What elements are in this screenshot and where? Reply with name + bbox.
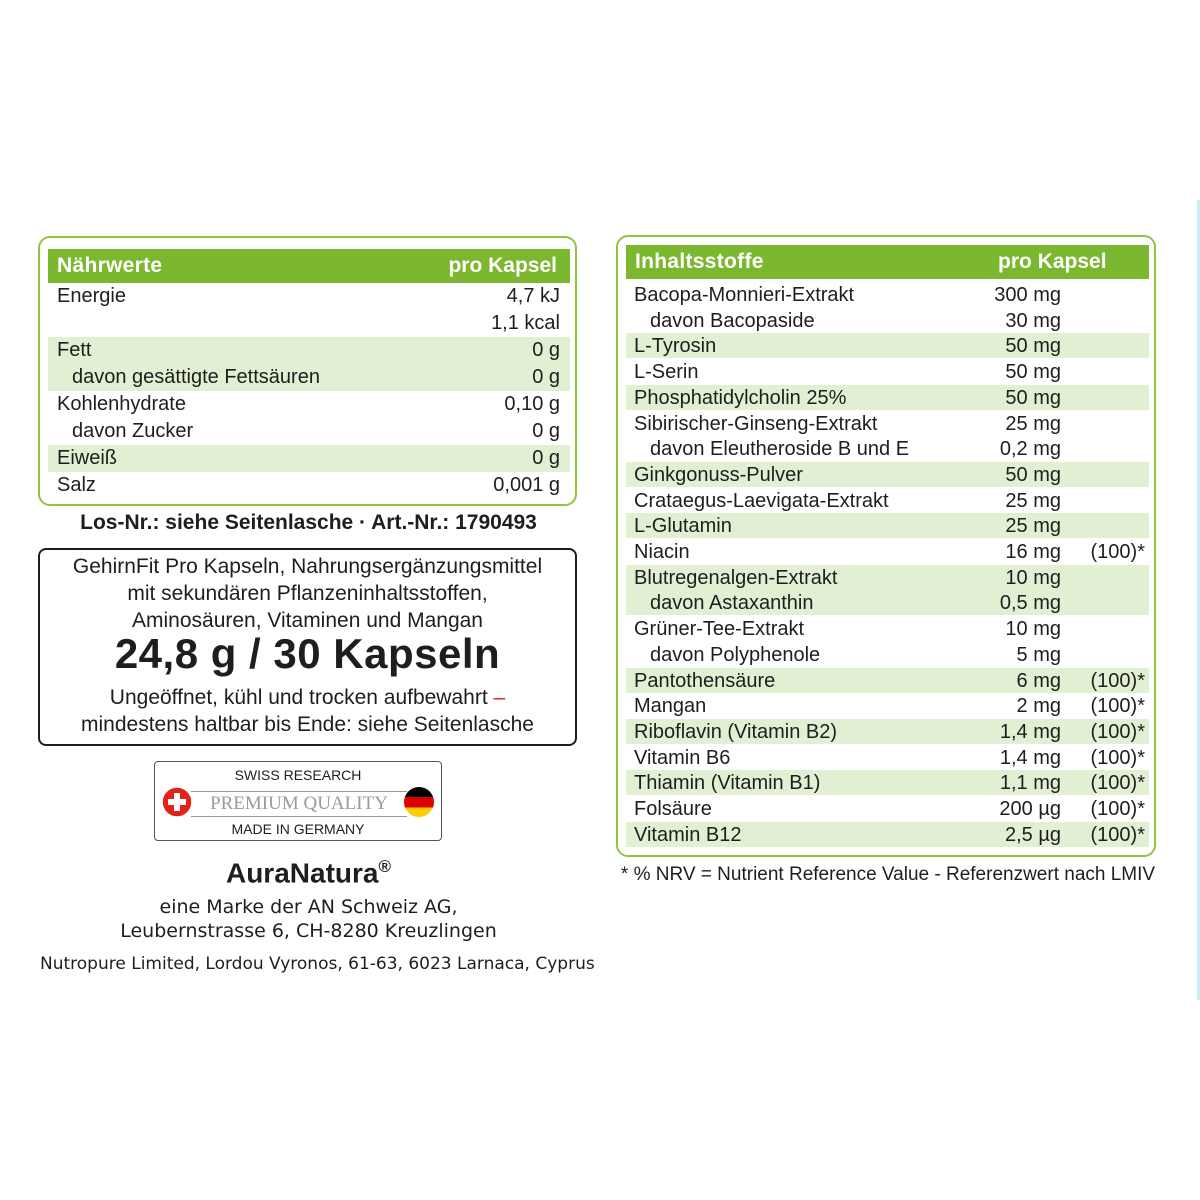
nutrition-label: davon Zucker xyxy=(72,420,194,442)
ingredient-label: Mangan xyxy=(634,695,707,718)
ingredient-nrv: (100)* xyxy=(1090,823,1145,846)
ingredient-row xyxy=(626,565,1149,590)
ingredient-amount: 1,4 mg xyxy=(999,720,1061,743)
nutrition-header-title: Nährwerte xyxy=(57,254,163,277)
ingredient-amount: 50 mg xyxy=(1005,335,1061,358)
seal-quality-text: PREMIUM QUALITY xyxy=(210,793,388,814)
ingredient-nrv: (100)* xyxy=(1090,695,1145,718)
ingredient-row xyxy=(626,770,1149,795)
ingredient-amount: 0,2 mg xyxy=(999,438,1061,461)
ingredient-label: L-Serin xyxy=(634,361,699,384)
product-description-line: mit sekundären Pflanzeninhaltsstoffen, xyxy=(127,582,488,605)
ingredient-label: Phosphatidylcholin 25% xyxy=(634,386,847,409)
ingredient-row xyxy=(626,385,1149,410)
product-description-line: Aminosäuren, Vitaminen und Mangan xyxy=(131,609,483,632)
ingredient-label: Folsäure xyxy=(634,798,712,820)
nutrition-value: 1,1 kcal xyxy=(491,312,560,334)
nutrition-label: Energie xyxy=(57,285,126,307)
ingredient-amount: 0,5 mg xyxy=(999,592,1061,615)
ingredient-row xyxy=(626,590,1149,615)
ingredient-label: Crataegus-Laevigata-Extrakt xyxy=(634,489,889,512)
nutrition-row xyxy=(48,472,570,499)
ingredient-row xyxy=(626,745,1149,770)
nutrition-label: Salz xyxy=(57,474,96,496)
lot-number-line: Los-Nr.: siehe Seitenlasche · Art.-Nr.: 1790493 xyxy=(80,511,537,534)
nutrition-header-unit: pro Kapsel xyxy=(448,254,557,277)
nutrition-row xyxy=(48,364,570,391)
nrv-footnote: * % NRV = Nutrient Reference Value - Referenzwert nach LMIV xyxy=(620,864,1156,885)
ingredient-label: davon Bacopaside xyxy=(650,309,815,332)
nutrition-row xyxy=(48,418,570,445)
ingredient-amount: 6 mg xyxy=(1016,669,1061,692)
swiss-flag-icon xyxy=(161,786,193,818)
nutrition-value: 0 g xyxy=(532,366,560,388)
ingredient-amount: 50 mg xyxy=(1005,386,1061,409)
ingredient-row xyxy=(626,462,1149,487)
ingredient-label: L-Glutamin xyxy=(634,515,732,538)
nutrition-label: Fett xyxy=(57,339,92,361)
nutrition-row xyxy=(48,337,570,364)
ingredient-row xyxy=(626,822,1149,847)
nutrition-row xyxy=(48,391,570,418)
best-before-line: mindestens haltbar bis Ende: siehe Seitenlasche xyxy=(81,713,534,736)
seal-bottom-text: MADE IN GERMANY xyxy=(231,821,365,837)
net-content: 24,8 g / 30 Kapseln xyxy=(114,630,501,677)
ingredient-amount: 10 mg xyxy=(1005,566,1061,589)
ingredient-row xyxy=(626,693,1149,718)
ingredient-label: Vitamin B6 xyxy=(634,746,731,769)
ingredient-amount: 10 mg xyxy=(1005,618,1061,641)
seal-top-text: SWISS RESEARCH xyxy=(234,767,362,783)
storage-dash: – xyxy=(493,686,506,709)
ingredient-row xyxy=(626,796,1149,821)
ingredient-row xyxy=(626,308,1149,333)
ingredient-row xyxy=(626,668,1149,693)
ingredient-row xyxy=(626,513,1149,538)
ingredient-label: Bacopa-Monnieri-Extrakt xyxy=(634,284,855,306)
storage-instruction-line xyxy=(40,684,575,711)
ingredient-amount: 1,1 mg xyxy=(999,772,1061,795)
ingredient-label: Niacin xyxy=(634,541,690,563)
ingredient-nrv: (100)* xyxy=(1090,746,1145,769)
ingredient-row xyxy=(626,642,1149,667)
nutrition-value: 0 g xyxy=(532,339,560,361)
brand-owner-line: eine Marke der AN Schweiz AG, xyxy=(159,896,458,918)
ingredients-header xyxy=(626,245,1149,279)
product-description-line: GehirnFit Pro Kapseln, Nahrungsergänzungsmittel xyxy=(72,555,543,578)
nutrition-value: 4,7 kJ xyxy=(506,285,560,307)
nutrition-value: 0,10 g xyxy=(504,393,560,415)
ingredient-label: Riboflavin (Vitamin B2) xyxy=(634,720,838,743)
nutrition-value: 0 g xyxy=(532,447,560,469)
ingredient-nrv: (100)* xyxy=(1090,541,1145,563)
ingredient-row xyxy=(626,282,1149,307)
ingredient-label: Vitamin B12 xyxy=(634,823,742,846)
brand-name-text: AuraNatura xyxy=(225,857,379,889)
ingredient-label: Thiamin (Vitamin B1) xyxy=(634,772,821,795)
nutrition-facts-panel xyxy=(38,236,577,506)
ingredient-amount: 25 mg xyxy=(1005,412,1061,435)
brand-name xyxy=(40,857,577,889)
ingredient-amount: 2,5 µg xyxy=(1004,823,1061,846)
ingredients-header-unit: pro Kapsel xyxy=(998,250,1107,273)
ingredient-amount: 2 mg xyxy=(1016,695,1061,718)
ingredient-amount: 25 mg xyxy=(1005,489,1061,512)
ingredient-row xyxy=(626,616,1149,641)
quality-seal xyxy=(154,761,442,841)
ingredients-panel xyxy=(616,235,1156,857)
ingredient-label: Grüner-Tee-Extrakt xyxy=(634,618,805,641)
distributor-address-line: Nutropure Limited, Lordou Vyronos, 61-63, 6023 Larnaca, Cyprus xyxy=(40,954,595,974)
german-flag-icon xyxy=(403,786,435,818)
ingredient-row xyxy=(626,719,1149,744)
ingredient-row xyxy=(626,411,1149,436)
ingredient-amount: 16 mg xyxy=(1005,541,1061,563)
ingredient-amount: 200 µg xyxy=(999,798,1061,820)
ingredient-amount: 300 mg xyxy=(994,284,1061,306)
nutrition-value: 0 g xyxy=(532,420,560,442)
nutrition-row xyxy=(48,283,570,310)
ingredient-row xyxy=(626,488,1149,513)
ingredient-nrv: (100)* xyxy=(1090,772,1145,795)
nutrition-value: 0,001 g xyxy=(493,474,560,496)
registered-mark: ® xyxy=(378,857,391,876)
ingredients-header-title: Inhaltsstoffe xyxy=(635,250,764,273)
ingredient-amount: 5 mg xyxy=(1016,643,1061,666)
ingredient-nrv: (100)* xyxy=(1090,798,1145,820)
brand-address-line: Leubernstrasse 6, CH-8280 Kreuzlingen xyxy=(120,920,497,942)
ingredient-nrv: (100)* xyxy=(1090,669,1145,692)
ingredient-label: Sibirischer-Ginseng-Extrakt xyxy=(634,412,878,435)
ingredient-row xyxy=(626,333,1149,358)
ingredient-amount: 30 mg xyxy=(1005,309,1061,332)
ingredient-amount: 1,4 mg xyxy=(999,746,1061,769)
nutrition-label: davon gesättigte Fettsäuren xyxy=(72,366,320,388)
seal-band xyxy=(191,791,407,817)
nutrition-label: Kohlenhydrate xyxy=(57,393,186,415)
ingredient-label: L-Tyrosin xyxy=(634,335,717,358)
ingredient-amount: 50 mg xyxy=(1005,463,1061,486)
ingredient-label: davon Eleutheroside B und E xyxy=(650,438,910,461)
ingredient-row xyxy=(626,359,1149,384)
ingredient-row xyxy=(626,436,1149,461)
ingredient-amount: 50 mg xyxy=(1005,361,1061,384)
ingredient-row xyxy=(626,539,1149,564)
storage-instruction-text: Ungeöffnet, kühl und trocken aufbewahrt xyxy=(109,686,488,709)
nutrition-row xyxy=(48,445,570,472)
ingredient-nrv: (100)* xyxy=(1090,720,1145,743)
ingredient-label: Pantothensäure xyxy=(634,669,776,692)
nutrition-label: Eiweiß xyxy=(57,447,118,469)
ingredient-label: davon Astaxanthin xyxy=(650,592,814,615)
ingredient-label: Blutregenalgen-Extrakt xyxy=(634,566,838,589)
ingredient-label: davon Polyphenole xyxy=(650,643,821,666)
ingredient-amount: 25 mg xyxy=(1005,515,1061,538)
nutrition-header xyxy=(48,249,570,283)
ingredient-label: Ginkgonuss-Pulver xyxy=(634,463,803,486)
product-description-box xyxy=(38,548,577,746)
nutrition-row xyxy=(48,310,570,337)
